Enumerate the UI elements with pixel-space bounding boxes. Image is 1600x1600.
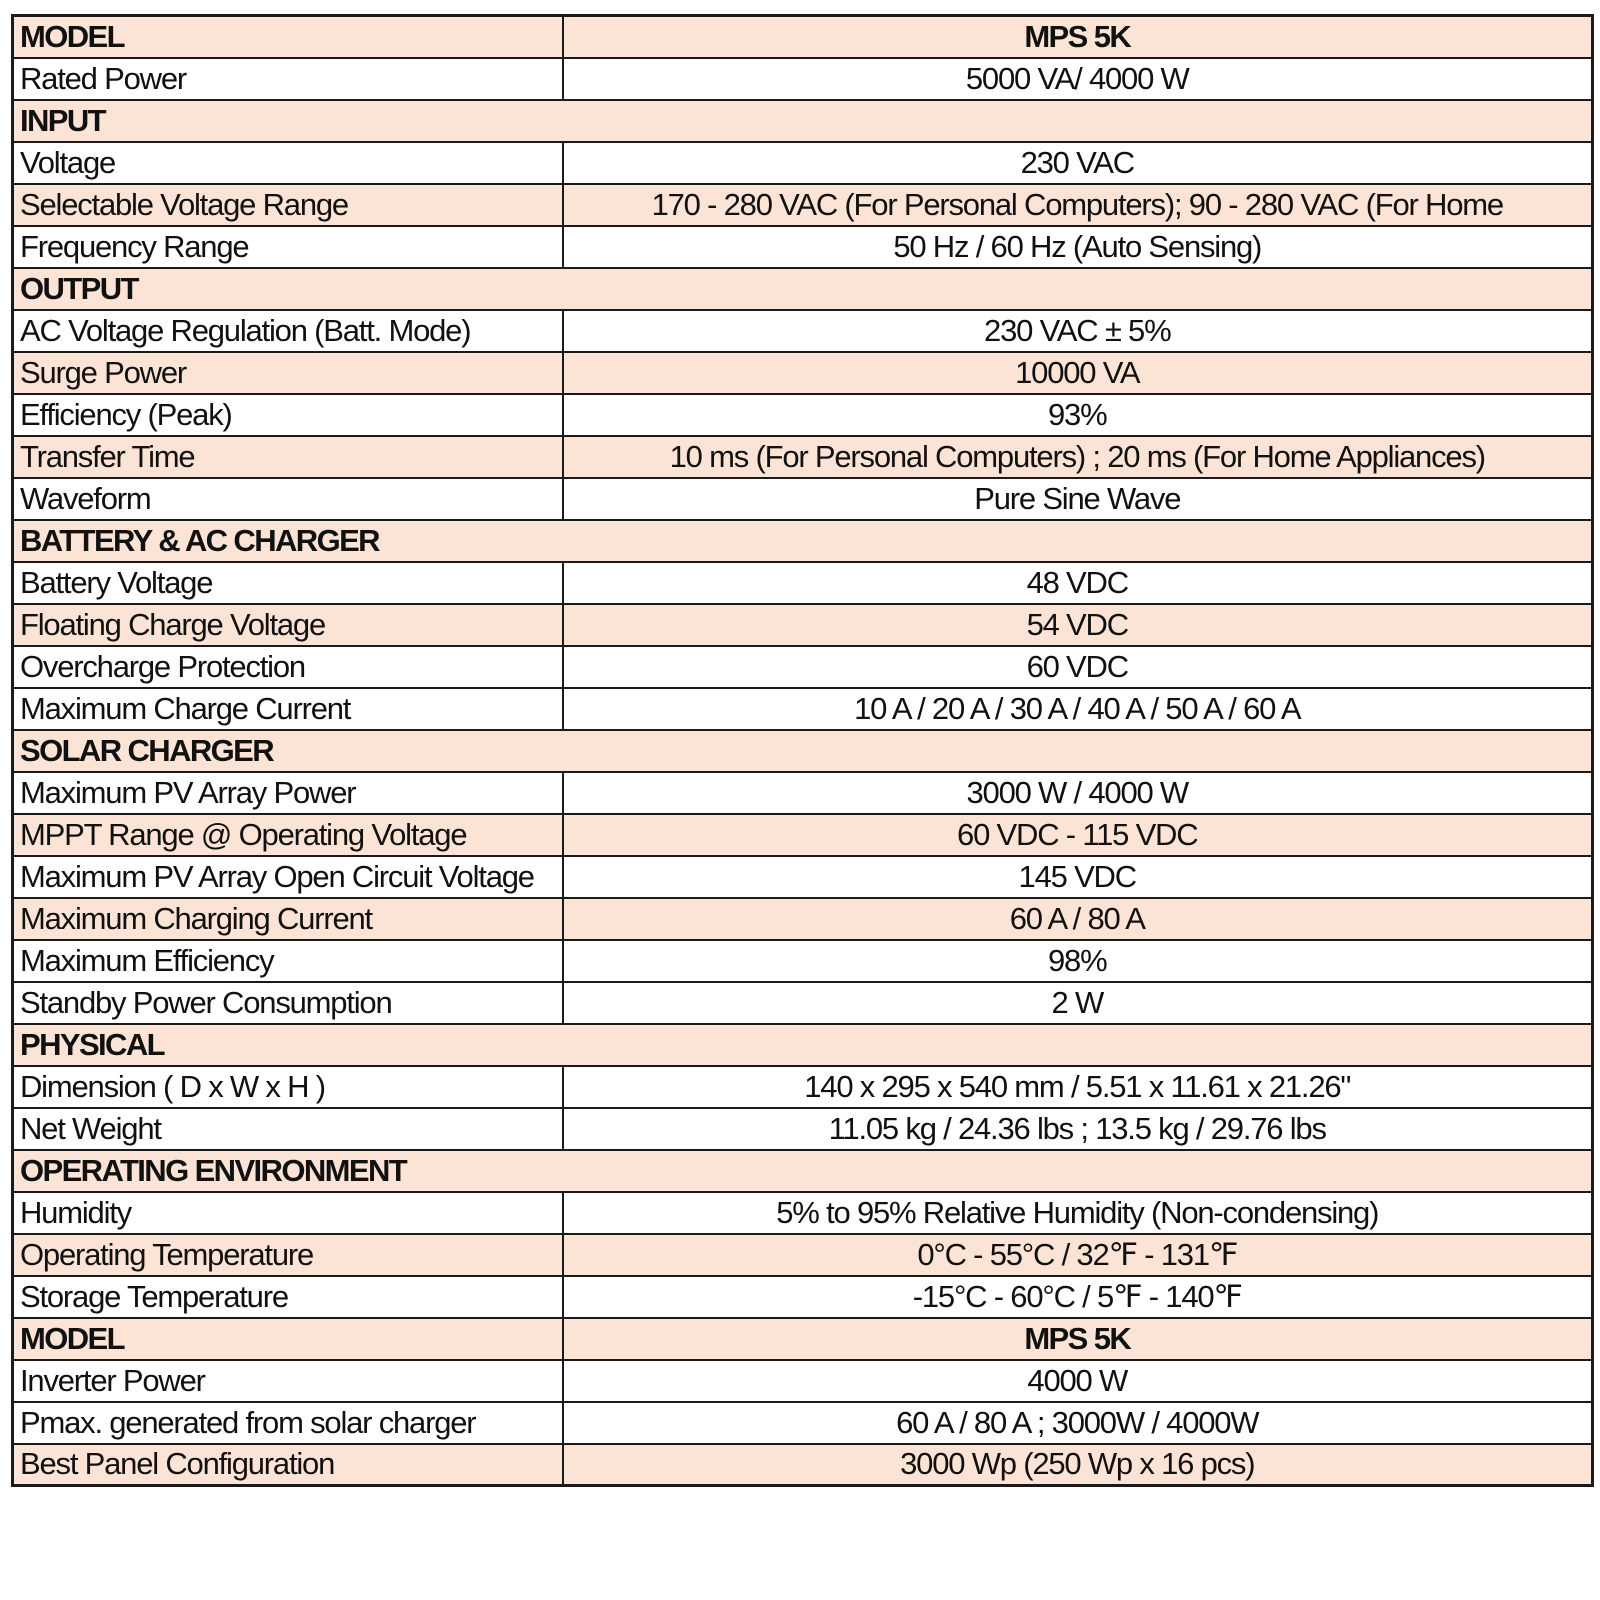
model-label: MODEL [13,16,563,58]
spec-row [13,688,1593,730]
spec-row [13,184,1593,226]
spec-label: Maximum Charging Current [13,898,563,940]
spec-row [13,1360,1593,1402]
spec-value: 98% [563,940,1593,982]
spec-label: Battery Voltage [13,562,563,604]
section-title: SOLAR CHARGER [13,730,1593,772]
spec-row [13,562,1593,604]
spec-value: 5000 VA/ 4000 W [563,58,1593,100]
spec-row [13,856,1593,898]
spec-row [13,1234,1593,1276]
spec-value: 5% to 95% Relative Humidity (Non-condensing) [563,1192,1593,1234]
spec-value: 230 VAC ± 5% [563,310,1593,352]
spec-value: 230 VAC [563,142,1593,184]
spec-label: MPPT Range @ Operating Voltage [13,814,563,856]
section-title: INPUT [13,100,1593,142]
section-title: PHYSICAL [13,1024,1593,1066]
spec-label: Net Weight [13,1108,563,1150]
spec-row [13,940,1593,982]
spec-label: Best Panel Configuration [13,1444,563,1486]
spec-label: Frequency Range [13,226,563,268]
spec-row [13,1108,1593,1150]
spec-row [13,478,1593,520]
spec-label: Rated Power [13,58,563,100]
spec-row [13,1192,1593,1234]
spec-label: Inverter Power [13,1360,563,1402]
model-label: MODEL [13,1318,563,1360]
model-row [13,16,1593,58]
spec-row [13,226,1593,268]
section-title: BATTERY & AC CHARGER [13,520,1593,562]
spec-value: 11.05 kg / 24.36 lbs ; 13.5 kg / 29.76 lbs [563,1108,1593,1150]
spec-label: Maximum PV Array Power [13,772,563,814]
spec-row [13,1066,1593,1108]
spec-row [13,982,1593,1024]
spec-value: 4000 W [563,1360,1593,1402]
spec-row [13,142,1593,184]
spec-label: AC Voltage Regulation (Batt. Mode) [13,310,563,352]
spec-row [13,352,1593,394]
spec-label: Selectable Voltage Range [13,184,563,226]
spec-value: 3000 W / 4000 W [563,772,1593,814]
section-header-row [13,1150,1593,1192]
spec-label: Surge Power [13,352,563,394]
spec-row [13,1444,1593,1486]
model-value: MPS 5K [563,16,1593,58]
spec-label: Maximum Charge Current [13,688,563,730]
spec-label: Operating Temperature [13,1234,563,1276]
spec-value: 60 VDC [563,646,1593,688]
section-header-row [13,520,1593,562]
spec-row [13,1276,1593,1318]
spec-value: 60 A / 80 A ; 3000W / 4000W [563,1402,1593,1444]
spec-row [13,898,1593,940]
spec-label: Waveform [13,478,563,520]
spec-value: 60 A / 80 A [563,898,1593,940]
spec-value: 3000 Wp (250 Wp x 16 pcs) [563,1444,1593,1486]
spec-value: 10 A / 20 A / 30 A / 40 A / 50 A / 60 A [563,688,1593,730]
section-title: OUTPUT [13,268,1593,310]
spec-label: Efficiency (Peak) [13,394,563,436]
section-header-row [13,100,1593,142]
spec-value: -15°C - 60°C / 5℉ - 140℉ [563,1276,1593,1318]
spec-value: 60 VDC - 115 VDC [563,814,1593,856]
spec-table-body [13,16,1593,1486]
spec-row [13,58,1593,100]
spec-value: 50 Hz / 60 Hz (Auto Sensing) [563,226,1593,268]
section-header-row [13,268,1593,310]
spec-value: 0°C - 55°C / 32℉ - 131℉ [563,1234,1593,1276]
spec-label: Dimension ( D x W x H ) [13,1066,563,1108]
spec-row [13,646,1593,688]
spec-value: 54 VDC [563,604,1593,646]
spec-label: Maximum Efficiency [13,940,563,982]
model-row [13,1318,1593,1360]
spec-value: 10000 VA [563,352,1593,394]
spec-label: Transfer Time [13,436,563,478]
spec-label: Overcharge Protection [13,646,563,688]
spec-row [13,814,1593,856]
spec-label: Floating Charge Voltage [13,604,563,646]
section-title: OPERATING ENVIRONMENT [13,1150,1593,1192]
spec-row [13,1402,1593,1444]
spec-row [13,436,1593,478]
spec-row [13,394,1593,436]
spec-label: Voltage [13,142,563,184]
spec-value: 48 VDC [563,562,1593,604]
section-header-row [13,730,1593,772]
spec-label: Maximum PV Array Open Circuit Voltage [13,856,563,898]
spec-label: Storage Temperature [13,1276,563,1318]
spec-label: Humidity [13,1192,563,1234]
spec-table [11,14,1594,1487]
spec-row [13,772,1593,814]
spec-value: 140 x 295 x 540 mm / 5.51 x 11.61 x 21.26" [563,1066,1593,1108]
spec-value: 10 ms (For Personal Computers) ; 20 ms (For Home Appliances) [563,436,1593,478]
spec-row [13,310,1593,352]
spec-label: Pmax. generated from solar charger [13,1402,563,1444]
spec-value: Pure Sine Wave [563,478,1593,520]
spec-row [13,604,1593,646]
model-value: MPS 5K [563,1318,1593,1360]
spec-label: Standby Power Consumption [13,982,563,1024]
section-header-row [13,1024,1593,1066]
spec-value: 93% [563,394,1593,436]
spec-value: 2 W [563,982,1593,1024]
spec-value: 170 - 280 VAC (For Personal Computers); 90 - 280 VAC (For Home [563,184,1593,226]
spec-value: 145 VDC [563,856,1593,898]
